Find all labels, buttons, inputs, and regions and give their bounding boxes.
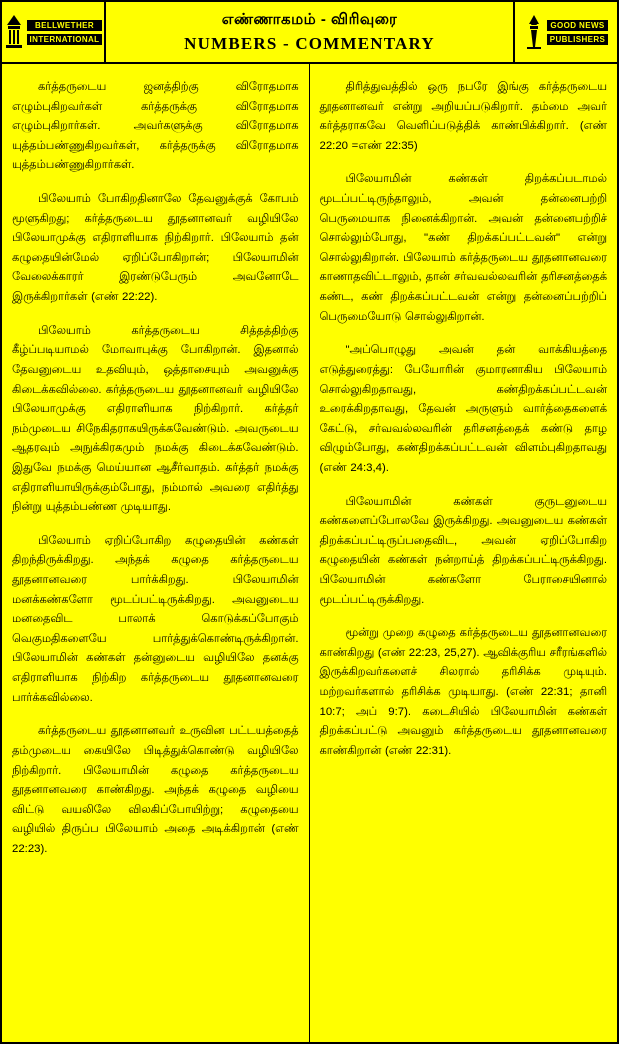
good-news-publishers-logo — [513, 2, 617, 62]
paragraph: மூன்று முறை கழுதை கர்த்தருடைய தூதனானவரை காண்கிறது (எண் 22:23, 25,27). ஆவிக்குரிய சரீரங்களில் இருக்கிறவர்களைச் சிலரால் தரிசிக்க முடியும். மற்றவர்களால் தரிசிக்க முடியாது. (எண் 22:31; தானி 10:7; அப் 9:7). கடைசியில் பிலேயாமின் கண்கள் திறக்கப்பட்டு அவனும் கர்த்தருடைய தூதனானவரை காண்கிறான் (எண் 22:31). — [319, 627, 607, 757]
paragraph: பிலேயாம் ஏறிப்போகிற கழுதையின் கண்கள் திறந்திருக்கிறது. அந்தக் கழுதை கர்த்தருடைய தூதனானவரை பார்க்கிறது. பிலேயாமின் மனக்கண்களோ மூடப்பட்டிருக்கிறது. அவனுடைய மனதைவிட பாலாக் கொடுக்கப்போகும் வெகுமதிகளையே பார்த்துக்கொண்டிருக்கிறான். பிலேயாமின் கண்கள் தன்னுடைய வழியிலே தனக்கு எதிராளியாக நிற்கிற கர்த்தருடைய தூதனானவரை பார்க்கவில்லை. — [12, 534, 299, 704]
page-header — [2, 2, 617, 64]
paragraph: பிலேயாம் கர்த்தருடைய சித்தத்திற்கு கீழ்ப்படியாமல் மோவாபுக்கு போகிறான். இதனால் தேவனுடைய உதவியும், ஒத்தாசையும் அவனுக்கு கிடைக்கவில்லை. கர்த்தருடைய தூதனானவர் வழியிலே பிலேயாமுக்கு எதிராளியாக நிற்கிறார். கர்த்தர் நம்முடைய சிநேகிதராகயிருக்கவேண்டும். அவருடைய ஆதரவும் அநுக்கிரகமும் நமக்கு கிடைக்கவேண்டும். இதுவே நமக்கு மெய்யான ஆசீர்வாதம். கர்த்தர் நமக்கு எதிராளியாயிருக்கும்போது, நம்மால் அவரை எதிர்த்து நின்று யுத்தம்பண்ண முடியாது. — [12, 324, 299, 514]
paragraph: திரித்துவத்தில் ஒரு நபரே இங்கு கர்த்தருடைய தூதனானவர் என்று அறியப்படுகிறார். தம்மை அவர் கர்த்தராகவே வெளிப்படுத்திக் காண்பிக்கிறார். (எண் 22:20 =எண் 22:35) — [319, 81, 607, 152]
right-column — [310, 64, 618, 1042]
good-news-line1: GOOD NEWS — [547, 20, 609, 31]
title-tamil: எண்ணாகமம் - விரிவுரை — [221, 10, 398, 28]
paragraph: பிலேயாமின் கண்கள் திறக்கப்படாமல் மூடப்பட்டிருந்தாலும், அவன் தன்னைபற்றி பெருமையாக நினைக்கிறான். அவன் தன்னைபற்றிச் சொல்லும்போது, "கண் திறக்கப்பட்டவன்" என்று சொல்லுகிறான். பிலேயாம் கர்த்தருடைய தூதனானவரை காணாதவிட்டாலும், தான் சர்வவல்லவரின் தரிசனத்தைக் கண்ட, கண் திறக்கப்பட்டவன் என்று தன்னைப்பற்றிப் பெருமையோடு சொல்லுகிறான். — [319, 173, 607, 323]
torch-icon — [524, 14, 544, 50]
page-body — [2, 64, 617, 1042]
paragraph: கர்த்தருடைய தூதனானவர் உருவின பட்டயத்தைத் தம்முடைய கையிலே பிடித்துக்கொண்டு வழியிலே நிற்கிறார். பிலேயாமின் கழுதை கர்த்தருடைய தூதனானவரை காண்கிறது. அந்தக் கழுதை வழியை விட்டு வயலிலே விலகிப்போயிற்று; கழுதையை வழியில் திருப்ப பிலேயாம் அதை அடிக்கிறான் (எண் 22:23). — [12, 725, 299, 855]
page-title — [106, 2, 513, 62]
bell-tower-icon — [4, 14, 24, 50]
paragraph: "அப்பொழுது அவன் தன் வாக்கியத்தை எடுத்துரைத்து: பேயோரின் குமாரனாகிய பிலேயாம் சொல்லுகிறதாவது, கண்திறக்கப்பட்டவன் உரைக்கிறதாவது, தேவன் அருளும் வார்த்தைகளைக் கேட்டு, சர்வவல்லவரின் தரிசனத்தைக் கண்டு தாழ விழும்போது, கண்திறக்கப்பட்டவன் விளம்புகிறதாவது (எண் 24:3,4). — [319, 344, 607, 474]
good-news-line2: PUBLISHERS — [547, 34, 609, 45]
paragraph: பிலேயாம் போகிறதினாலே தேவனுக்குக் கோபம் மூளுகிறது; கர்த்தருடைய தூதனானவர் வழியிலே பிலேயாமுக்கு எதிராளியாக நிற்கிறார். பிலேயாம் தன் கழுதையின்மேல் ஏறிப்போகிறான்; பிலேயாமின் வேலைக்காரர் இரண்டுபேரும் அவனோடே இருக்கிறார்கள் (எண் 22:22). — [12, 193, 299, 304]
bellwether-wordmark — [27, 20, 103, 45]
bellwether-line1: BELLWETHER — [27, 20, 103, 31]
title-english: NUMBERS - COMMENTARY — [184, 33, 435, 53]
paragraph: கர்த்தருடைய ஜனத்திற்கு விரோதமாக எழும்புகிறவர்கள் கர்த்தருக்கு விரோதமாக எழும்புகிறார்கள். அவர்களுக்கு விரோதமாக யுத்தம்பண்ணுகிறவர்கள், கர்த்தருக்கு விரோதமாக யுத்தம்பண்ணுகிறார்கள். — [12, 81, 299, 172]
good-news-wordmark — [547, 20, 609, 45]
bellwether-line2: INTERNATIONAL — [27, 34, 103, 45]
paragraph: பிலேயாமின் கண்கள் குருடனுடைய கண்களைப்போலவே இருக்கிறது. அவனுடைய கண்கள் திறக்கப்பட்டிருப்பதைவிட, அவன் ஏறிப்போகிற கழுதையின் கண்கள் நன்றாய்த் திறக்கப்பட்டிருக்கிறது. பிலேயாமின் கண்களோ பேராசையினால் மூடப்பட்டிருக்கிறது. — [319, 495, 607, 606]
bellwether-international-logo — [2, 2, 106, 62]
left-column — [2, 64, 310, 1042]
